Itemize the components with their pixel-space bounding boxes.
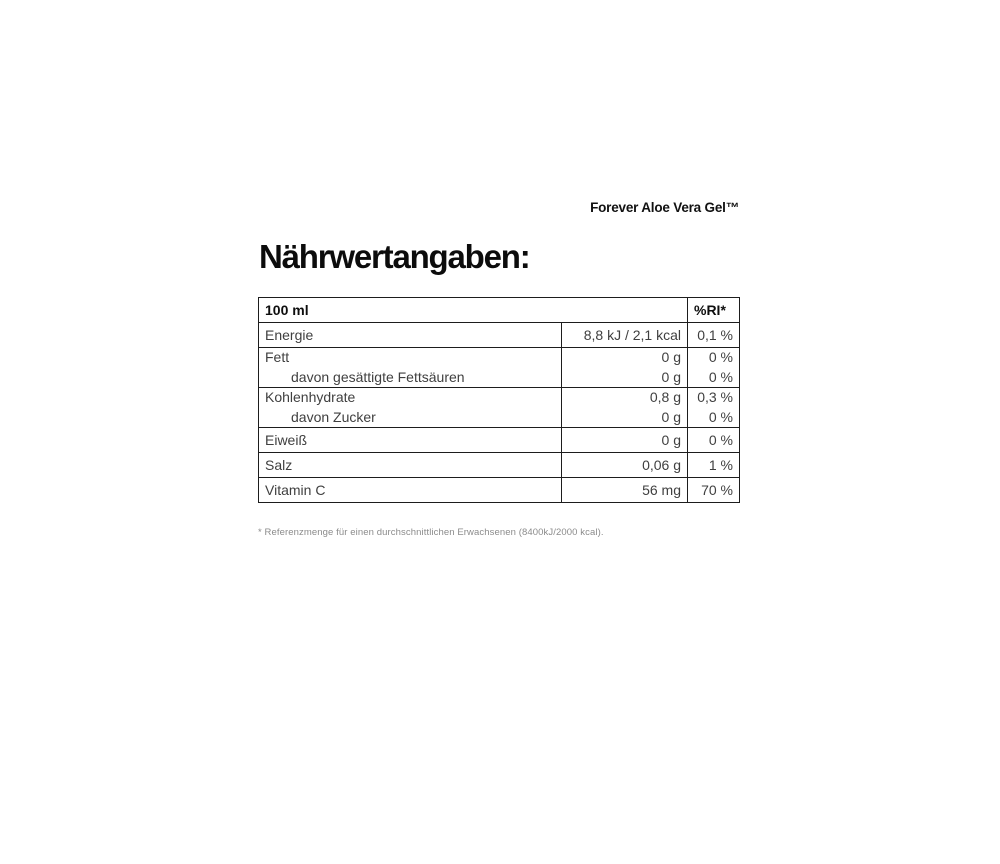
nutrient-reference-intake: 0 % xyxy=(688,368,740,388)
nutrient-row xyxy=(259,478,740,503)
nutrient-label: Energie xyxy=(259,323,562,348)
nutrient-row xyxy=(259,348,740,368)
page-title: Nährwertangaben: xyxy=(259,238,530,275)
nutrient-label: Kohlenhydrate xyxy=(259,388,562,408)
nutrition-table xyxy=(258,297,740,503)
nutrient-value: 8,8 kJ / 2,1 kcal xyxy=(562,323,688,348)
nutrient-value: 0,06 g xyxy=(562,453,688,478)
table-header-row xyxy=(259,298,740,323)
nutrient-value: 0,8 g xyxy=(562,388,688,408)
nutrient-label: Eiweiß xyxy=(259,428,562,453)
nutrient-row xyxy=(259,368,740,388)
nutrient-label: davon Zucker xyxy=(291,408,376,425)
reference-intake-footnote: * Referenzmenge für einen durchschnittlichen Erwachsenen (8400kJ/2000 kcal). xyxy=(258,527,604,538)
nutrient-label: Fett xyxy=(259,348,562,368)
nutrient-row xyxy=(259,428,740,453)
nutrient-reference-intake: 0,3 % xyxy=(688,388,740,408)
nutrient-reference-intake: 0 % xyxy=(688,428,740,453)
serving-size-header: 100 ml xyxy=(265,301,309,318)
nutrient-reference-intake: 0,1 % xyxy=(688,323,740,348)
nutrient-value: 0 g xyxy=(562,348,688,368)
nutrient-row xyxy=(259,453,740,478)
nutrition-table-body xyxy=(259,298,740,503)
nutrient-label: davon gesättigte Fettsäuren xyxy=(291,368,465,385)
product-name: Forever Aloe Vera Gel™ xyxy=(590,200,739,215)
nutrient-row xyxy=(259,388,740,408)
nutrient-value: 0 g xyxy=(562,368,688,388)
nutrient-row xyxy=(259,408,740,428)
nutrient-value: 0 g xyxy=(562,428,688,453)
nutrient-reference-intake: 70 % xyxy=(688,478,740,503)
nutrient-row xyxy=(259,323,740,348)
nutrient-reference-intake: 0 % xyxy=(688,408,740,428)
nutrient-reference-intake: 0 % xyxy=(688,348,740,368)
nutrient-reference-intake: 1 % xyxy=(688,453,740,478)
nutrient-label: Salz xyxy=(259,453,562,478)
reference-intake-header: %RI* xyxy=(688,298,740,323)
nutrient-value: 0 g xyxy=(562,408,688,428)
nutrient-label: Vitamin C xyxy=(259,478,562,503)
nutrient-value: 56 mg xyxy=(562,478,688,503)
